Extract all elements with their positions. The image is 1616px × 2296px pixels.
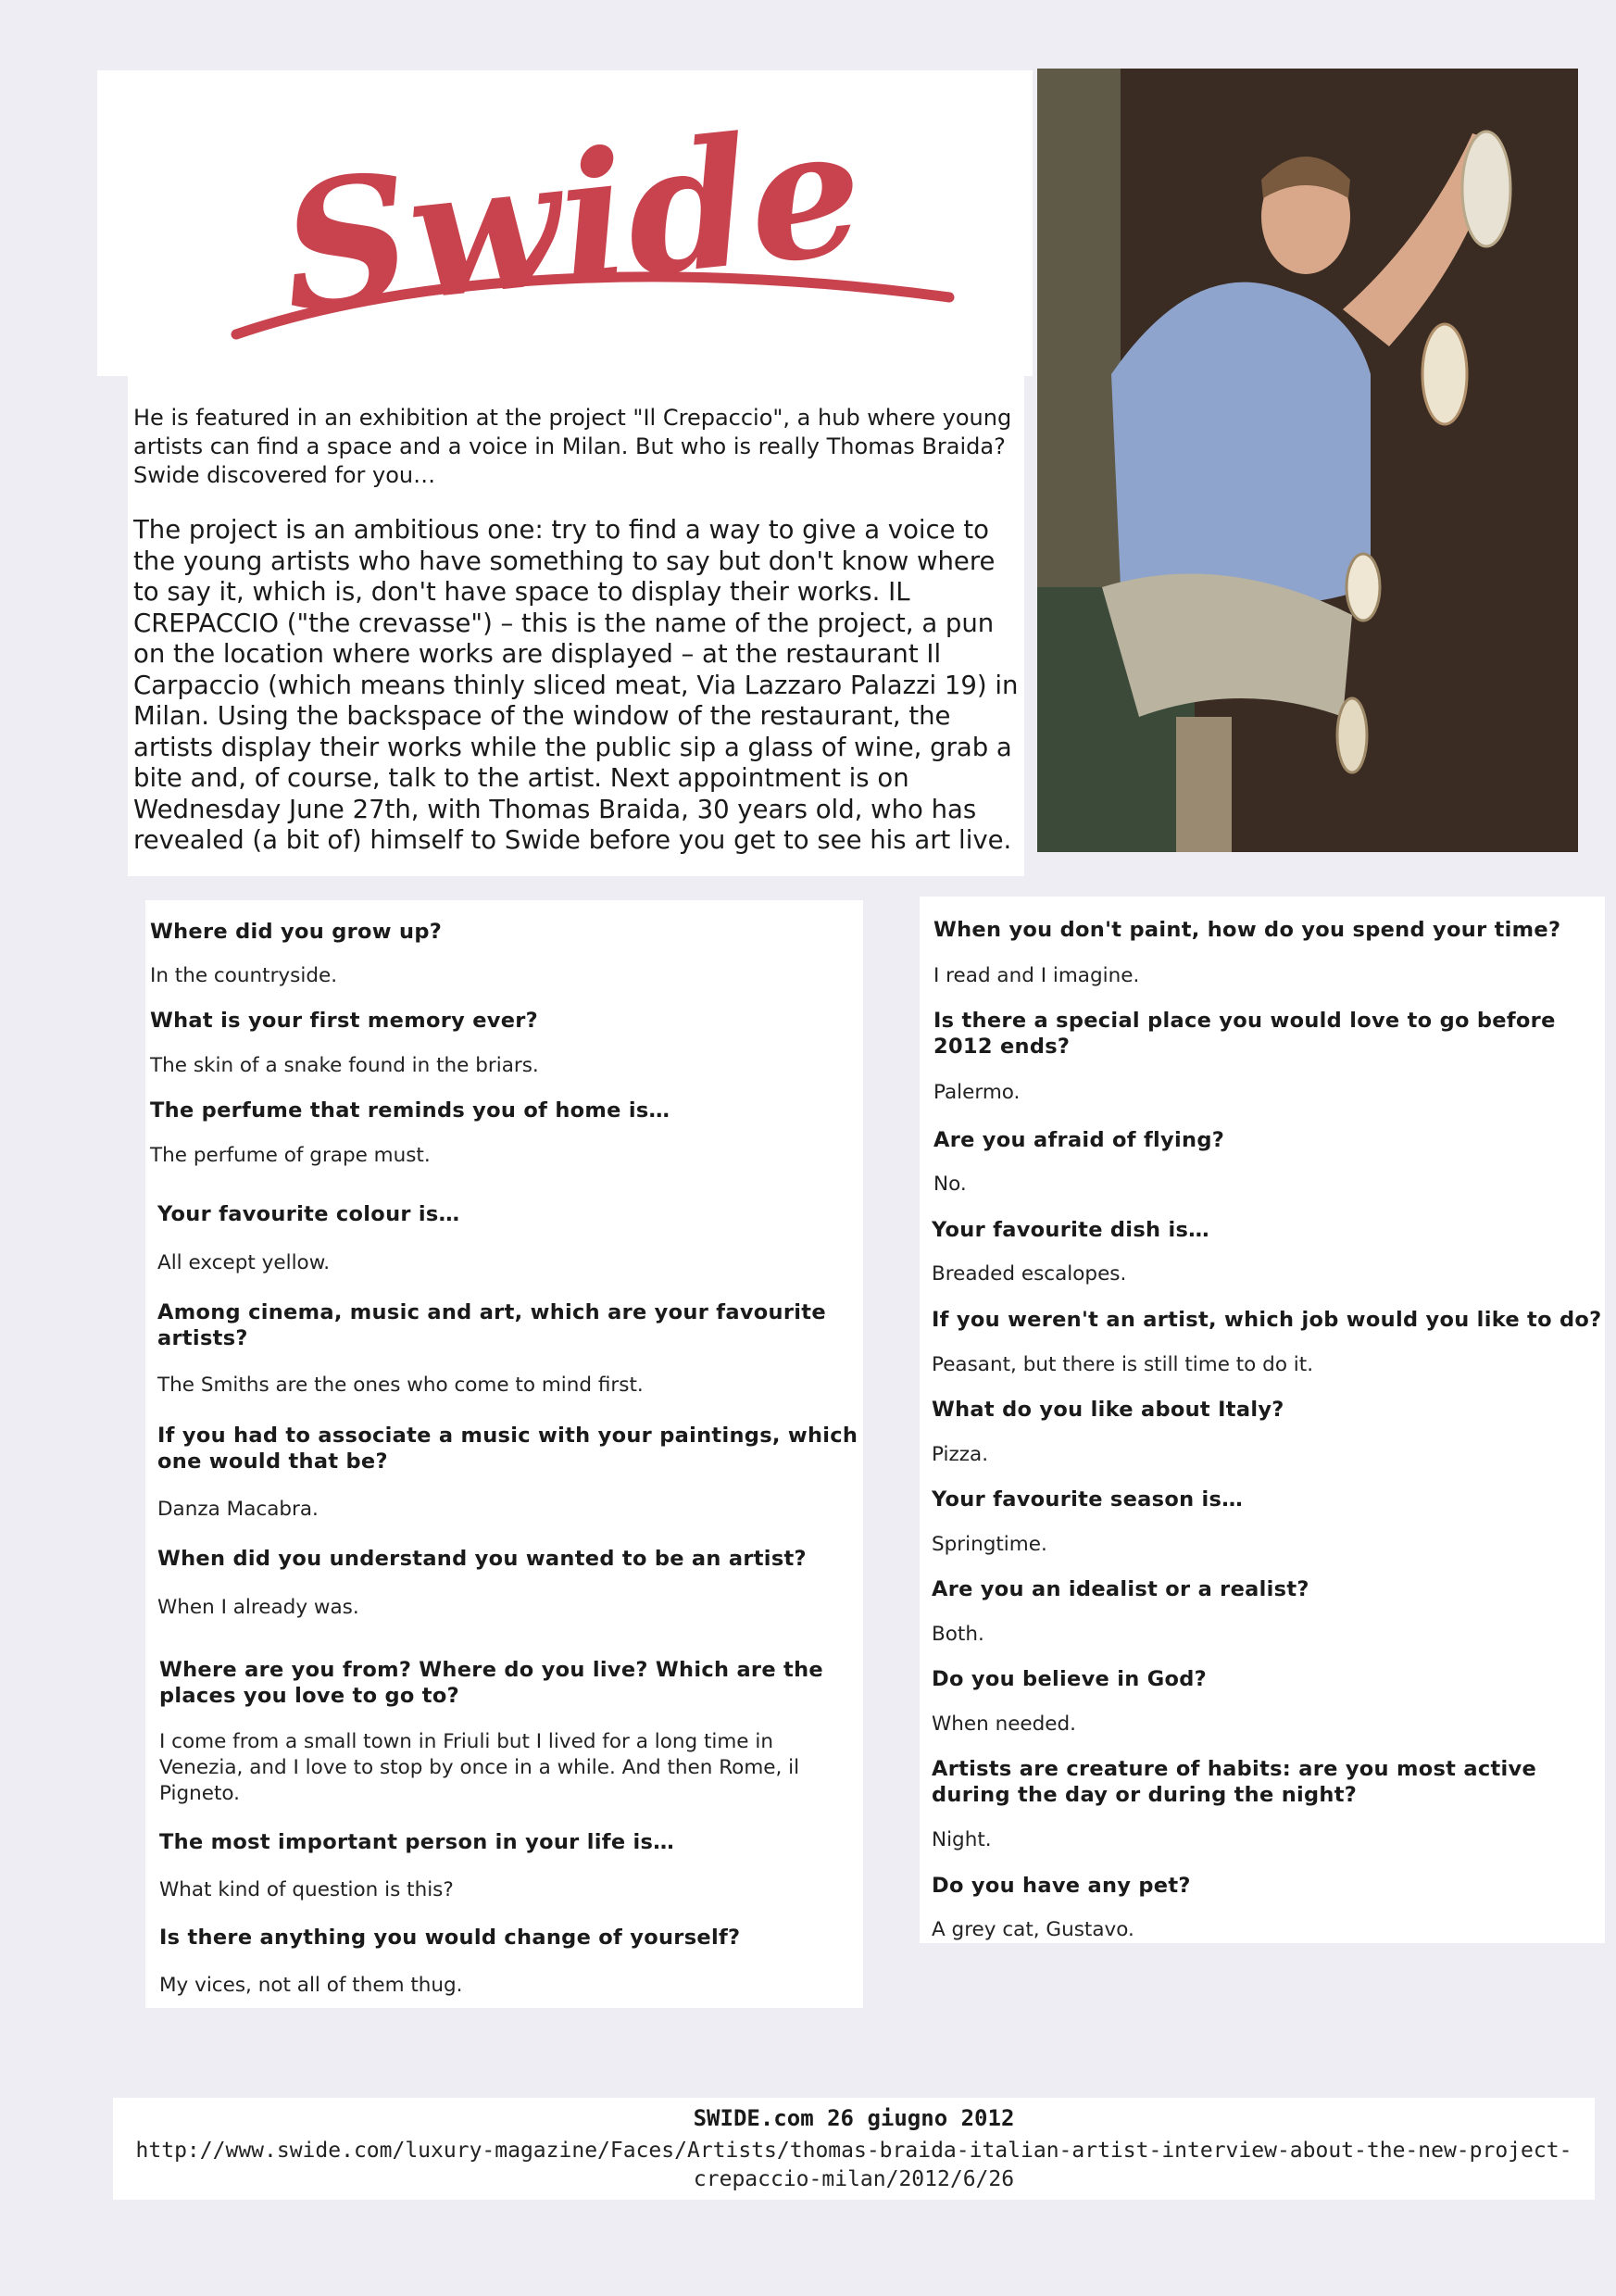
- question: Your favourite dish is…: [932, 1218, 1209, 1242]
- footer-url[interactable]: http://www.swide.com/luxury-magazine/Faces/Artists/thomas-braida-italian-artist-interview-about-the-new-project-crepaccio-milan/2012/6/26: [135, 2139, 1572, 2191]
- answer: When needed.: [932, 1713, 1077, 1736]
- answer: Night.: [932, 1828, 992, 1851]
- answer: The Smiths are the ones who come to mind first.: [157, 1374, 644, 1397]
- question: What is your first memory ever?: [150, 1009, 539, 1033]
- answer: When I already was.: [157, 1596, 359, 1619]
- question: Is there a special place you would love to go before 2012 ends?: [933, 1009, 1556, 1059]
- answer: The skin of a snake found in the briars.: [150, 1054, 539, 1077]
- answer: Both.: [932, 1623, 984, 1646]
- question: If you had to associate a music with your paintings, which one would that be?: [157, 1424, 858, 1474]
- question: Are you an idealist or a realist?: [932, 1577, 1309, 1601]
- answer: I come from a small town in Friuli but I lived for a long time in Venezia, and I love to stop by once in a while. And then Rome, il Pigneto.: [159, 1730, 800, 1805]
- answer: Pizza.: [932, 1443, 989, 1466]
- intro-body: The project is an ambitious one: try to find a way to give a voice to the young artists who have something to say but don't know where to say it, which is, don't have space to display their works. IL CREPACCIO ("the crevasse") – this is the name of the project, a pun on the location where works are displayed – at the restaurant Il Carpaccio (which means thinly sliced meat, Via Lazzaro Palazzi 19) in Milan. Using the backspace of the window of the restaurant, the artists display their works while the public sip a glass of wine, grab a bite and, of course, talk to the artist. Next appointment is on Wednesday June 27th, with Thomas Braida, 30 years old, who has revealed (a bit of) himself to Swide before you get to see his art live.: [133, 515, 1019, 855]
- footer-title: SWIDE.com 26 giugno 2012: [693, 2105, 1015, 2131]
- question: When did you understand you wanted to be an artist?: [157, 1547, 807, 1571]
- answer: In the countryside.: [150, 964, 338, 987]
- answer: Danza Macabra.: [157, 1498, 319, 1521]
- question: Your favourite season is…: [932, 1487, 1244, 1512]
- answer: Peasant, but there is still time to do it.: [932, 1353, 1314, 1376]
- answer: Breaded escalopes.: [932, 1262, 1127, 1286]
- question: The most important person in your life is…: [159, 1830, 675, 1854]
- footer: [113, 2098, 1595, 2200]
- swide-logo: [227, 84, 986, 362]
- logo-text: Swide: [272, 86, 872, 353]
- question: The perfume that reminds you of home is…: [150, 1098, 670, 1123]
- question: What do you like about Italy?: [932, 1398, 1284, 1422]
- artist-photo-icon: [1037, 69, 1578, 852]
- intro-section: [128, 376, 1024, 876]
- question: Is there anything you would change of yourself?: [159, 1926, 741, 1950]
- answer: I read and I imagine.: [933, 964, 1140, 987]
- question: Are you afraid of flying?: [933, 1128, 1225, 1152]
- question: When you don't paint, how do you spend your time?: [933, 918, 1561, 942]
- question: Artists are creature of habits: are you most active during the day or during the night?: [932, 1757, 1537, 1807]
- answer: What kind of question is this?: [159, 1878, 454, 1901]
- question: Do you have any pet?: [932, 1874, 1191, 1898]
- question: If you weren't an artist, which job would you like to do?: [932, 1308, 1602, 1332]
- answer: My vices, not all of them thug.: [159, 1974, 463, 1997]
- answer: Springtime.: [932, 1533, 1047, 1556]
- answer: The perfume of grape must.: [150, 1144, 431, 1167]
- answer: No.: [933, 1173, 967, 1196]
- answer: A grey cat, Gustavo.: [932, 1918, 1134, 1941]
- intro-lead: He is featured in an exhibition at the project "Il Crepaccio", a hub where young artists can find a space and a voice in Milan. But who is really Thomas Braida? Swide discovered for you…: [133, 405, 1012, 488]
- answer: Palermo.: [933, 1081, 1021, 1104]
- question: Your favourite colour is…: [157, 1202, 460, 1226]
- question: Among cinema, music and art, which are your favourite artists?: [157, 1300, 826, 1350]
- artist-photo: [1037, 69, 1578, 852]
- question: Where are you from? Where do you live? Which are the places you love to go to?: [159, 1658, 823, 1708]
- question: Where did you grow up?: [150, 920, 443, 944]
- logo-panel: [97, 70, 1033, 376]
- answer: All except yellow.: [157, 1251, 331, 1274]
- question: Do you believe in God?: [932, 1667, 1208, 1691]
